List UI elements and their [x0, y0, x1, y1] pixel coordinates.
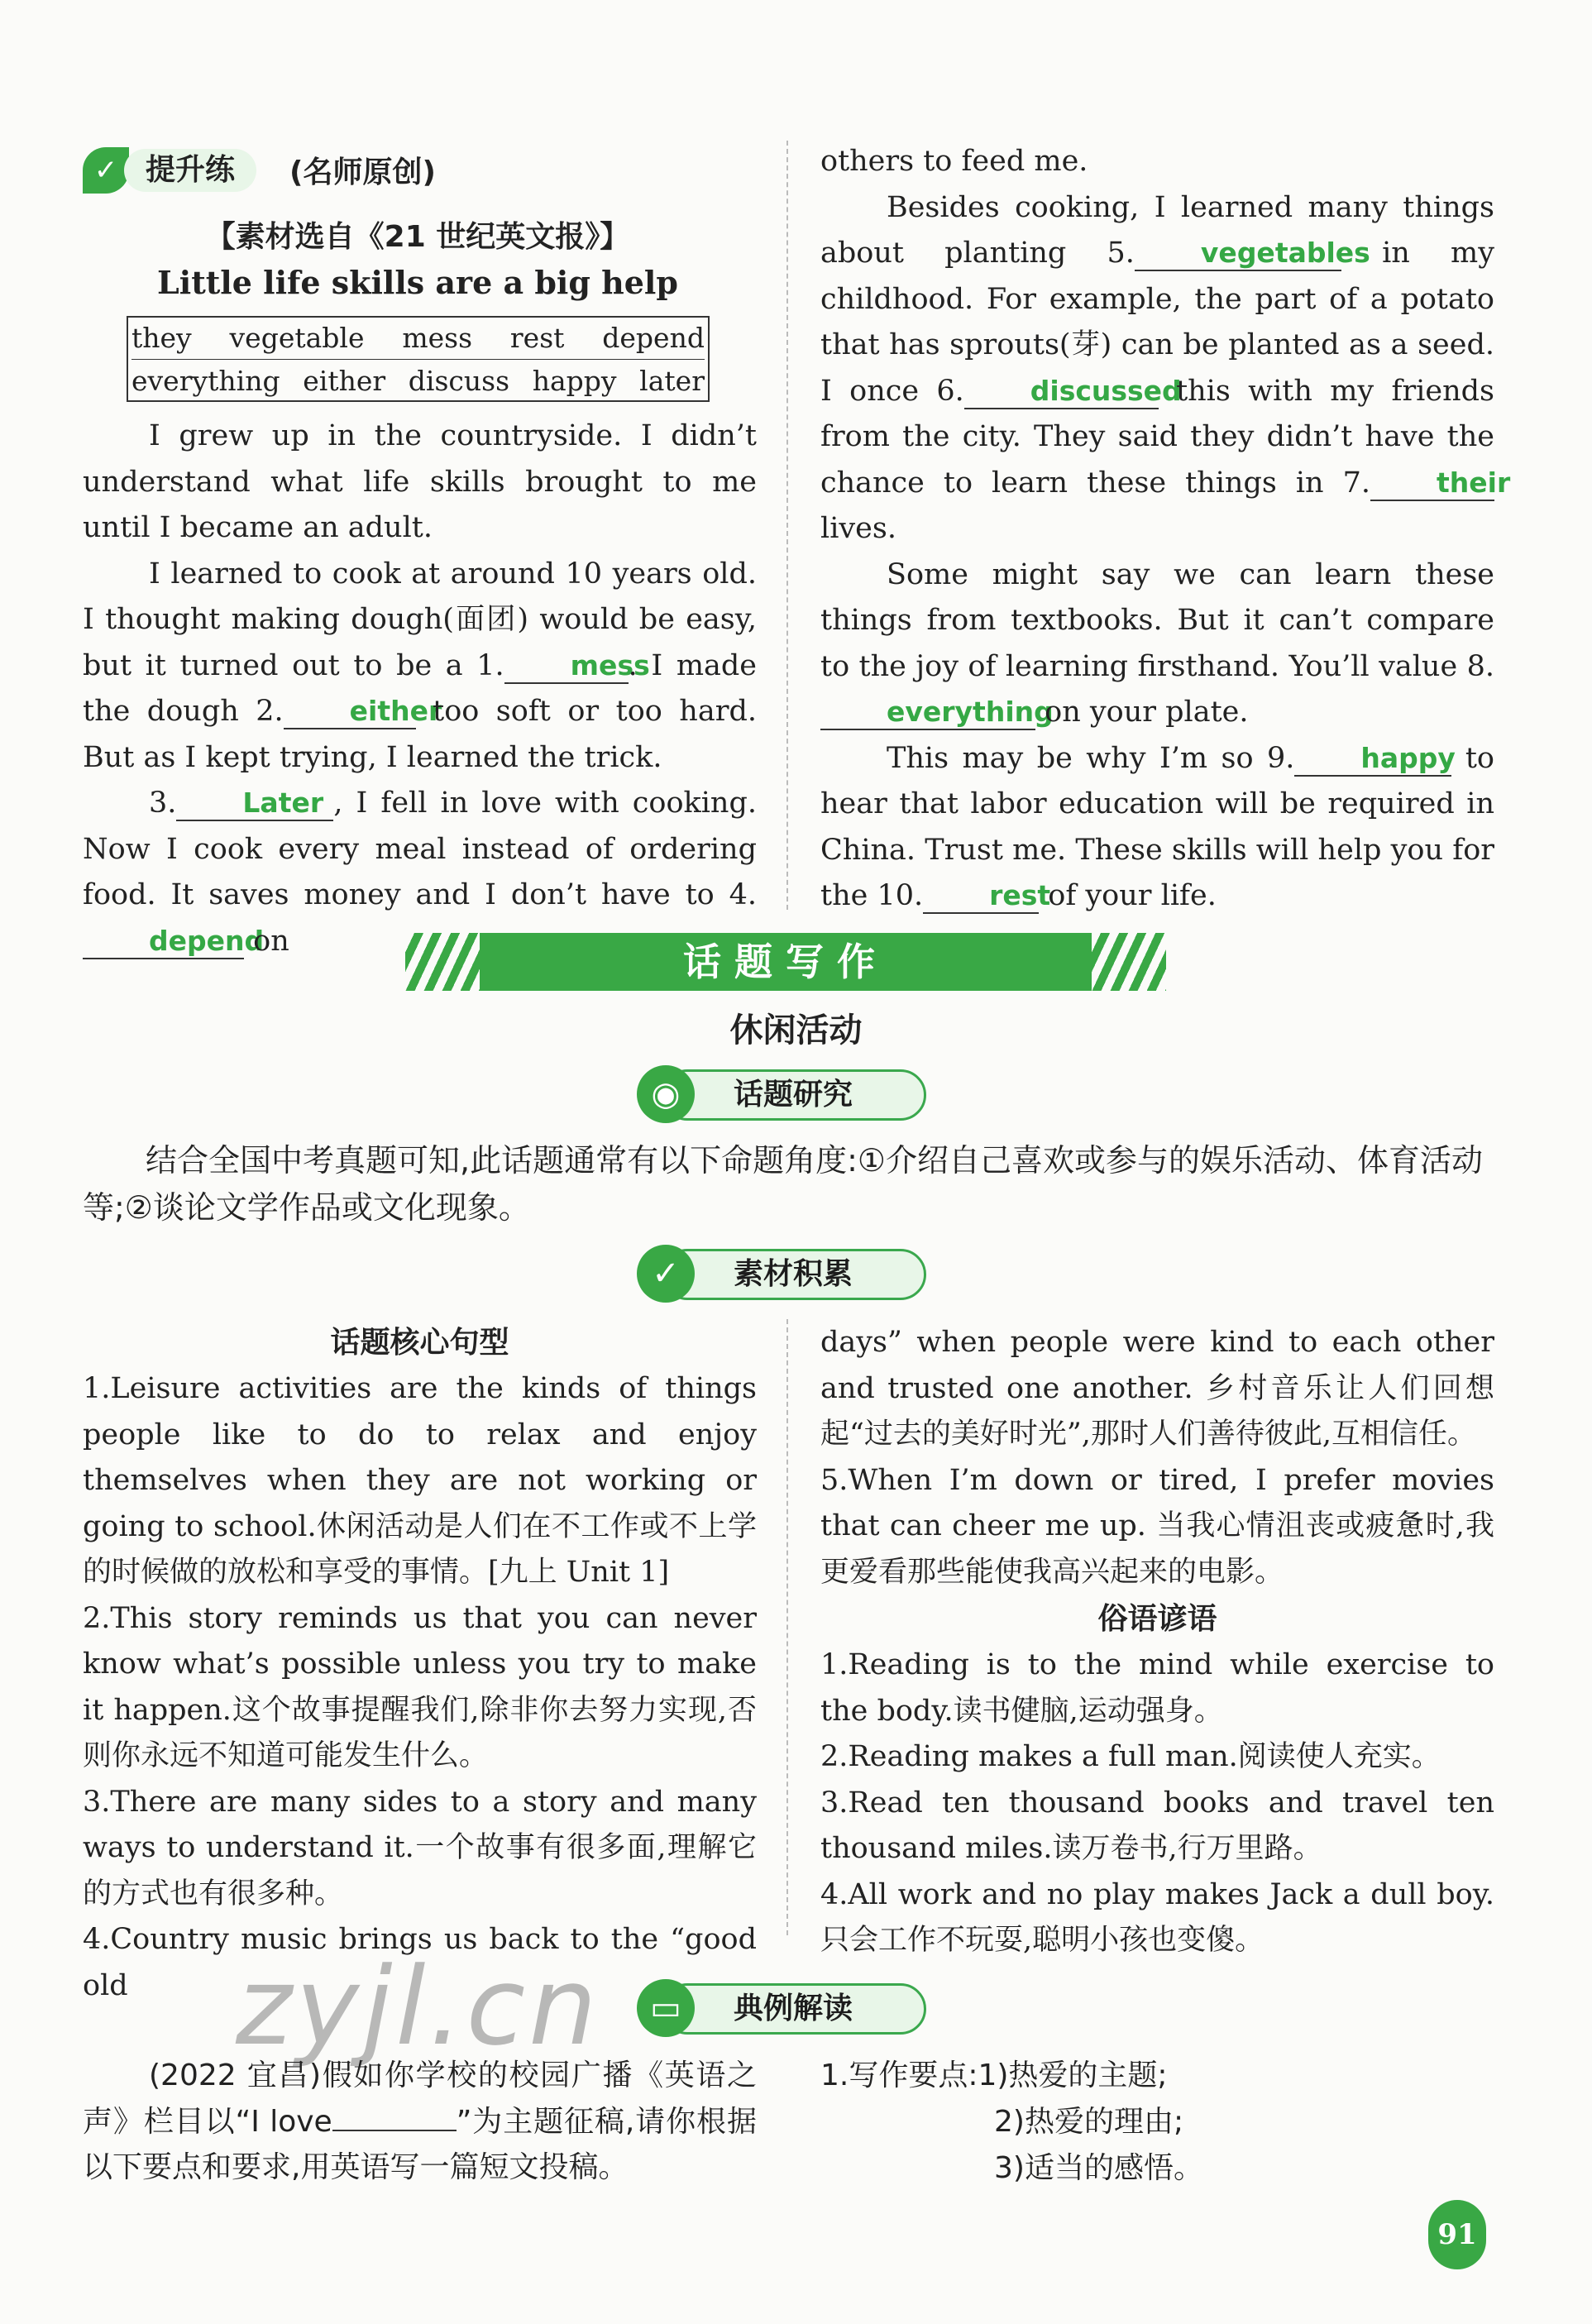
- article-title: Little life skills are a big help: [157, 264, 678, 301]
- answer-2: either: [284, 695, 416, 729]
- answer-3: Later: [176, 787, 333, 821]
- answer-8: everything: [820, 696, 1035, 730]
- eye-icon: ◉: [637, 1065, 695, 1123]
- word-box: [127, 316, 710, 402]
- research-heading-label: 话题研究: [734, 1078, 853, 1112]
- sentence-item: 1.Leisure activities are the kinds of things people like to do to relax and enjoy themselves when they are not working or going to school.休闲活动是人们在不工作或不上学的时候做的放松和享受的事情。[九上 Unit 1]: [83, 1372, 757, 1589]
- core-sentences-right: [820, 1320, 1494, 1595]
- writing-point: 2)热爱的理由;: [994, 2105, 1184, 2139]
- banner-stripes-right-icon: [1092, 933, 1166, 991]
- answer-4: depend: [83, 925, 244, 959]
- proverbs-title: 俗语谚语: [1097, 1602, 1217, 1636]
- example-points: [820, 2053, 1494, 2192]
- section-leaf-icon: ✓: [83, 147, 129, 194]
- section-note: (名师原创): [289, 155, 436, 189]
- sentence-item: 2.This story reminds us that you can never know what’s possible unless you try to make it happen.这个故事提醒我们,除非你去努力实现,否则你永远不知道可能发生什么。: [83, 1601, 757, 1772]
- passage-paragraph: This may be why I’m so 9. happy to hear that labor education will be required in China. Trust me. These skills will help you for the 10. rest of your life.: [820, 741, 1494, 912]
- sentence-item: 5.When I’m down or tired, I prefer movies that can cheer me up. 当我心情沮丧或疲惫时,我更爱看那些能使我高兴起来的电影。: [820, 1463, 1494, 1589]
- example-heading: [662, 1983, 926, 2035]
- answer-9: happy: [1294, 742, 1451, 777]
- answer-1: mess: [504, 649, 629, 684]
- word: discuss: [408, 365, 510, 397]
- word: vegetable: [229, 322, 365, 354]
- answer-6: discussed: [964, 375, 1159, 409]
- answer-7: their: [1370, 466, 1494, 501]
- example-heading-label: 典例解读: [734, 1992, 853, 2025]
- checkmark-icon: ✓: [637, 1245, 695, 1303]
- word: everything: [131, 365, 280, 397]
- prompt-blank: [332, 2105, 457, 2131]
- core-sentences-title: 话题核心句型: [330, 1326, 509, 1360]
- word: mess: [402, 322, 473, 354]
- proverb-item: 1.Reading is to the mind while exercise to the body.读书健脑,运动强身。: [820, 1648, 1494, 1728]
- section-title-label: 提升练: [146, 153, 236, 187]
- passage-paragraph: others to feed me.: [820, 145, 1088, 178]
- word-box-row: [131, 318, 705, 360]
- book-icon: ▭: [637, 1979, 695, 2037]
- material-heading-label: 素材积累: [734, 1257, 853, 1291]
- passage-paragraph: Besides cooking, I learned many things about planting 5. vegetables in my childhood. For example, the part of a potato that has sprouts(芽) can be planted as a seed. I once 6. discussed this with my friends from the city. They said they didn’t have the chance to learn these things in 7. their lives.: [820, 190, 1511, 545]
- research-text: 结合全国中考真题可知,此话题通常有以下命题角度:①介绍自己喜欢或参与的娱乐活动、体育活动等;②谈论文学作品或文化现象。: [83, 1142, 1483, 1226]
- proverbs-list: [820, 1643, 1494, 1964]
- writing-point: 1.写作要点:1)热爱的主题;: [820, 2059, 1168, 2092]
- word: rest: [509, 322, 565, 354]
- passage-paragraph: I learned to cook at around 10 years old. I thought making dough(面团) would be easy, but it turned out to be a 1. mess. I made the dough 2. either too soft or too hard. But as I kept trying, I learned the trick.: [83, 557, 757, 774]
- sentence-item: days” when people were kind to each other and trusted one another. 乡村音乐让人们回想起“过去的美好时光”,那时人们善待彼此,互相信任。: [820, 1326, 1494, 1451]
- proverb-item: 4.All work and no play makes Jack a dull boy.只会工作不玩耍,聪明小孩也变傻。: [820, 1877, 1494, 1957]
- column-divider: [786, 141, 788, 910]
- word: they: [131, 322, 192, 354]
- example-prompt: (2022 宜昌)假如你学校的校园广播《英语之声》栏目以“I love ”为主题征稿,请你根据以下要点和要求,用英语写一篇短文投稿。: [83, 2059, 757, 2184]
- passage-right: [820, 139, 1511, 920]
- passage-paragraph: 3. Later , I fell in love with cooking. Now I cook every meal instead of ordering food. It saves money and I don’t have to 4.depend on: [83, 787, 757, 958]
- sentence-item: 3.There are many sides to a story and many ways to understand it.一个故事有很多面,理解它的方式也有很多种。: [83, 1785, 757, 1910]
- passage-paragraph: I grew up in the countryside. I didn’t understand what life skills brought to me until I became an adult.: [83, 419, 757, 544]
- proverb-item: 2.Reading makes a full man.阅读使人充实。: [820, 1740, 1441, 1773]
- research-heading: [662, 1069, 926, 1121]
- section-banner: [405, 933, 1166, 991]
- banner-stripes-left-icon: [405, 933, 480, 991]
- answer-5: vegetables: [1135, 237, 1341, 271]
- word: depend: [602, 322, 705, 354]
- column-divider: [786, 1319, 788, 1935]
- proverb-item: 3.Read ten thousand books and travel ten thousand miles.读万卷书,行万里路。: [820, 1786, 1494, 1865]
- banner-title: 话题写作: [683, 940, 888, 984]
- passage-paragraph: Some might say we can learn these things from textbooks. But it can’t compare to the joy of learning firsthand. You’ll value 8.everything on your plate.: [820, 557, 1494, 729]
- answer-10: rest: [923, 879, 1039, 914]
- word: either: [303, 365, 386, 397]
- sentence-item: 4.Country music brings us back to the “good old: [83, 1923, 757, 2002]
- source-line: 【素材选自《21 世纪英文报》】: [205, 220, 630, 254]
- word: later: [639, 365, 705, 397]
- writing-point: 3)适当的感悟。: [994, 2151, 1203, 2185]
- page-number: 91: [1428, 2200, 1486, 2269]
- passage-left: [83, 414, 757, 964]
- topic-title: 休闲活动: [729, 1011, 863, 1050]
- watermark: zyjl.cn: [236, 1944, 600, 2069]
- section-title: [124, 149, 256, 192]
- core-sentences-left: [83, 1366, 757, 2009]
- material-heading: [662, 1249, 926, 1300]
- word: happy: [532, 365, 617, 397]
- word-box-row: [131, 361, 705, 402]
